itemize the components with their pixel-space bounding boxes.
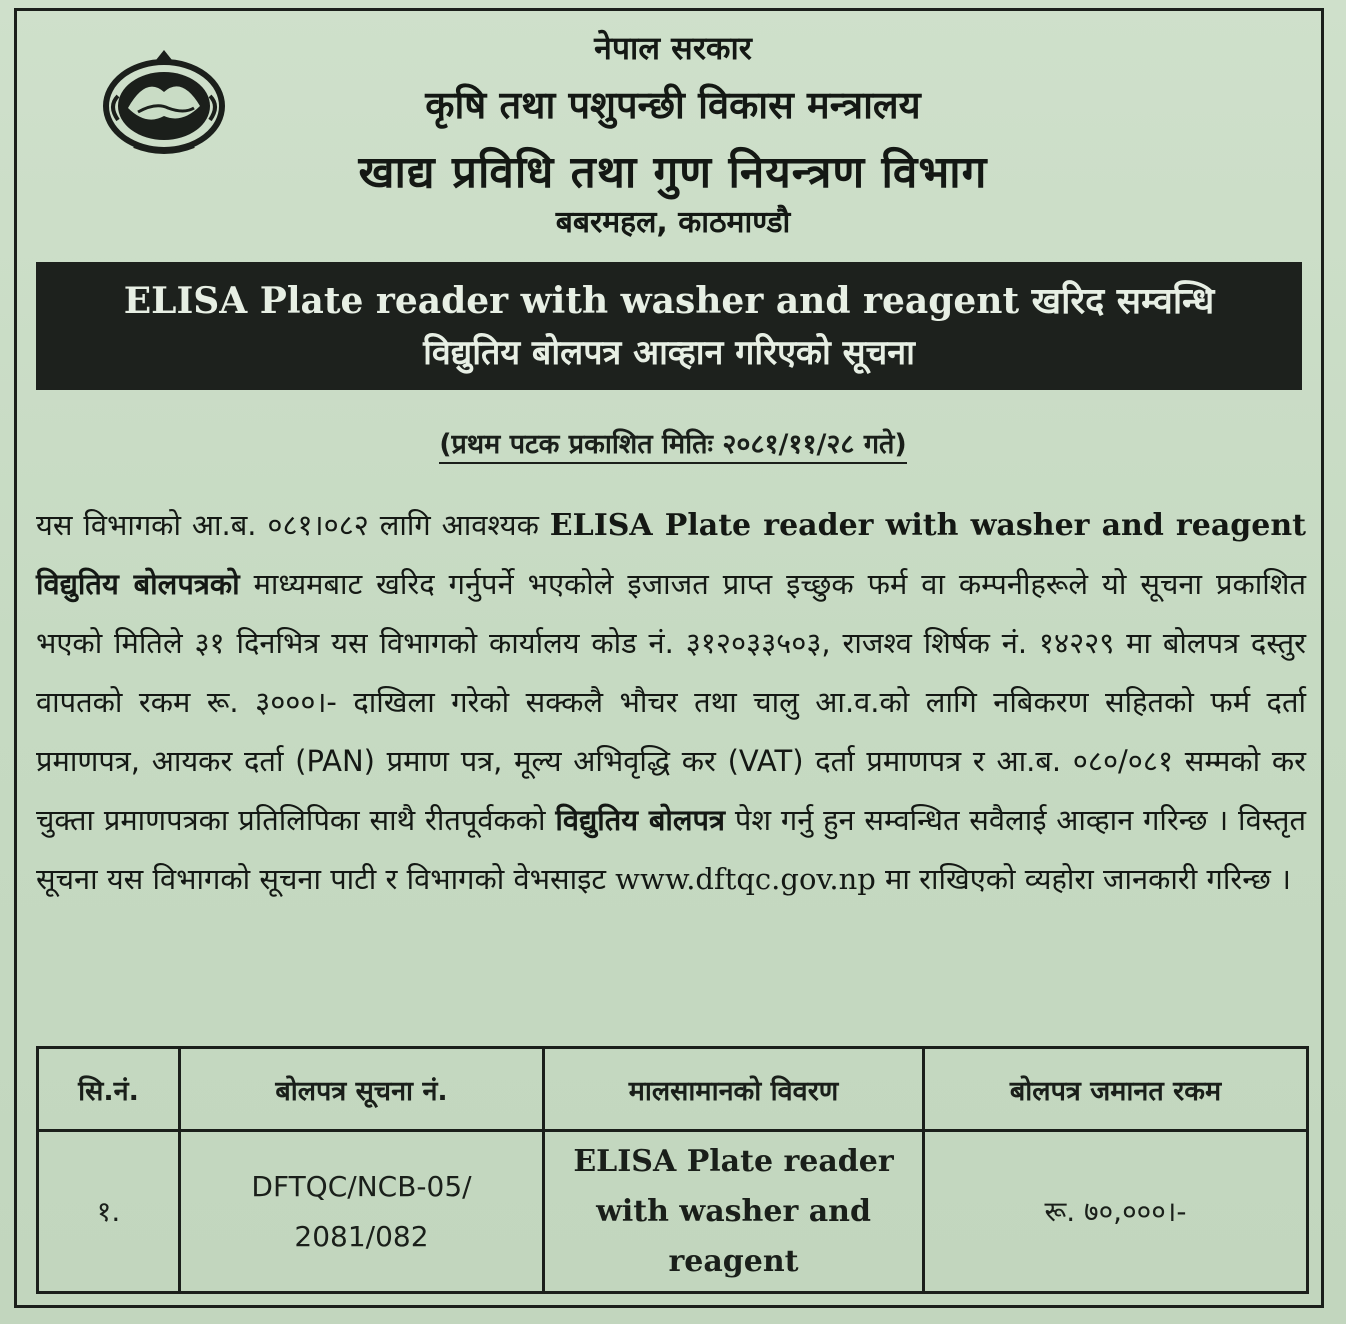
department-name: खाद्य प्रविधि तथा गुण नियन्त्रण विभाग <box>358 147 988 198</box>
table-header-row <box>38 1048 1308 1131</box>
header-serial: सि.नं. <box>38 1048 180 1131</box>
publication-date-text: (प्रथम पटक प्रकाशित मितिः २०८१/११/२८ गते) <box>439 429 907 464</box>
header-description: मालसामानको विवरण <box>544 1048 924 1131</box>
government-name: नेपाल सरकार <box>594 29 752 67</box>
notice-title-en: ELISA Plate reader with washer and reagent <box>123 280 1020 322</box>
website-link[interactable]: www.dftqc.gov.np <box>615 862 876 896</box>
notice-no-line-1: DFTQC/NCB-05/ <box>251 1169 472 1203</box>
department-address: बबरमहल, काठमाण्डौ <box>555 205 791 240</box>
notice-title-line-1 <box>36 276 1302 327</box>
notice-body <box>36 496 1306 909</box>
publication-date <box>0 424 1346 461</box>
ministry-name: कृषि तथा पशुपन्छी विकास मन्त्रालय <box>425 83 921 127</box>
body-part-2: माध्यमबाट खरिद गर्नुपर्ने भएकोले इजाजत प्राप्त इच्छुक फर्म वा कम्पनीहरूले यो सूचना प्रकाशित भएको मितिले ३१ दिनभित्र यस विभागको कार्यालय कोड नं. ३१२०३३५०३, राजश्व शिर्षक नं. १४२२९ मा बोलपत्र दस्तुर वापतको रकम रू. ३०००।- दाखिला गरेको सक्कलै भौचर तथा चालु आ.व.को लागि नबिकरण सहितको फर्म दर्ता प्रमाणपत्र, आयकर दर्ता (PAN) प्रमाण पत्र, मूल्य अभिवृद्धि कर (VAT) दर्ता प्रमाणपत्र र आ.ब. ०८०/०८१ सम्मको कर चुक्ता प्रमाणपत्रका प्रतिलिपिका साथै रीतपूर्वकको <box>36 567 1306 837</box>
body-bid-type-2: विद्युतिय बोलपत्र <box>555 803 726 837</box>
notice-title-np: खरिद सम्वन्धि <box>1031 281 1215 322</box>
description-line-1: ELISA Plate reader <box>573 1143 894 1179</box>
body-part-3: पेश गर्नु हुन सम्वन्धित सवैलाई आव्हान गरिन्छ । विस्तृत सूचना यस विभागको सूचना पाटी र विभागको वेभसाइट <box>36 803 1307 896</box>
body-part-4: मा राखिएको व्यहोरा जानकारी गरिन्छ । <box>885 862 1292 896</box>
body-bid-type: विद्युतिय बोलपत्रको <box>36 567 240 601</box>
body-part-1: यस विभागको आ.ब. ०८१।०८२ लागि आवश्यक <box>36 508 539 542</box>
cell-notice-no <box>180 1131 544 1293</box>
cell-bid-security: रू. ७०,०००।- <box>924 1131 1308 1293</box>
header-bid-security: बोलपत्र जमानत रकम <box>924 1048 1308 1131</box>
notice-title-line-2: विद्युतिय बोलपत्र आव्हान गरिएको सूचना <box>423 333 915 373</box>
cell-serial: १. <box>38 1131 180 1293</box>
table-row <box>38 1131 1308 1293</box>
notice-no-line-2: 2081/082 <box>294 1219 429 1253</box>
notice-title-box <box>36 262 1302 390</box>
cell-description <box>544 1131 924 1293</box>
description-line-3: reagent <box>668 1243 799 1279</box>
description-line-2: with washer and <box>596 1193 871 1229</box>
body-item-name: ELISA Plate reader with washer and reagent <box>549 508 1306 543</box>
bid-table <box>36 1046 1309 1294</box>
header-notice-no: बोलपत्र सूचना नं. <box>180 1048 544 1131</box>
